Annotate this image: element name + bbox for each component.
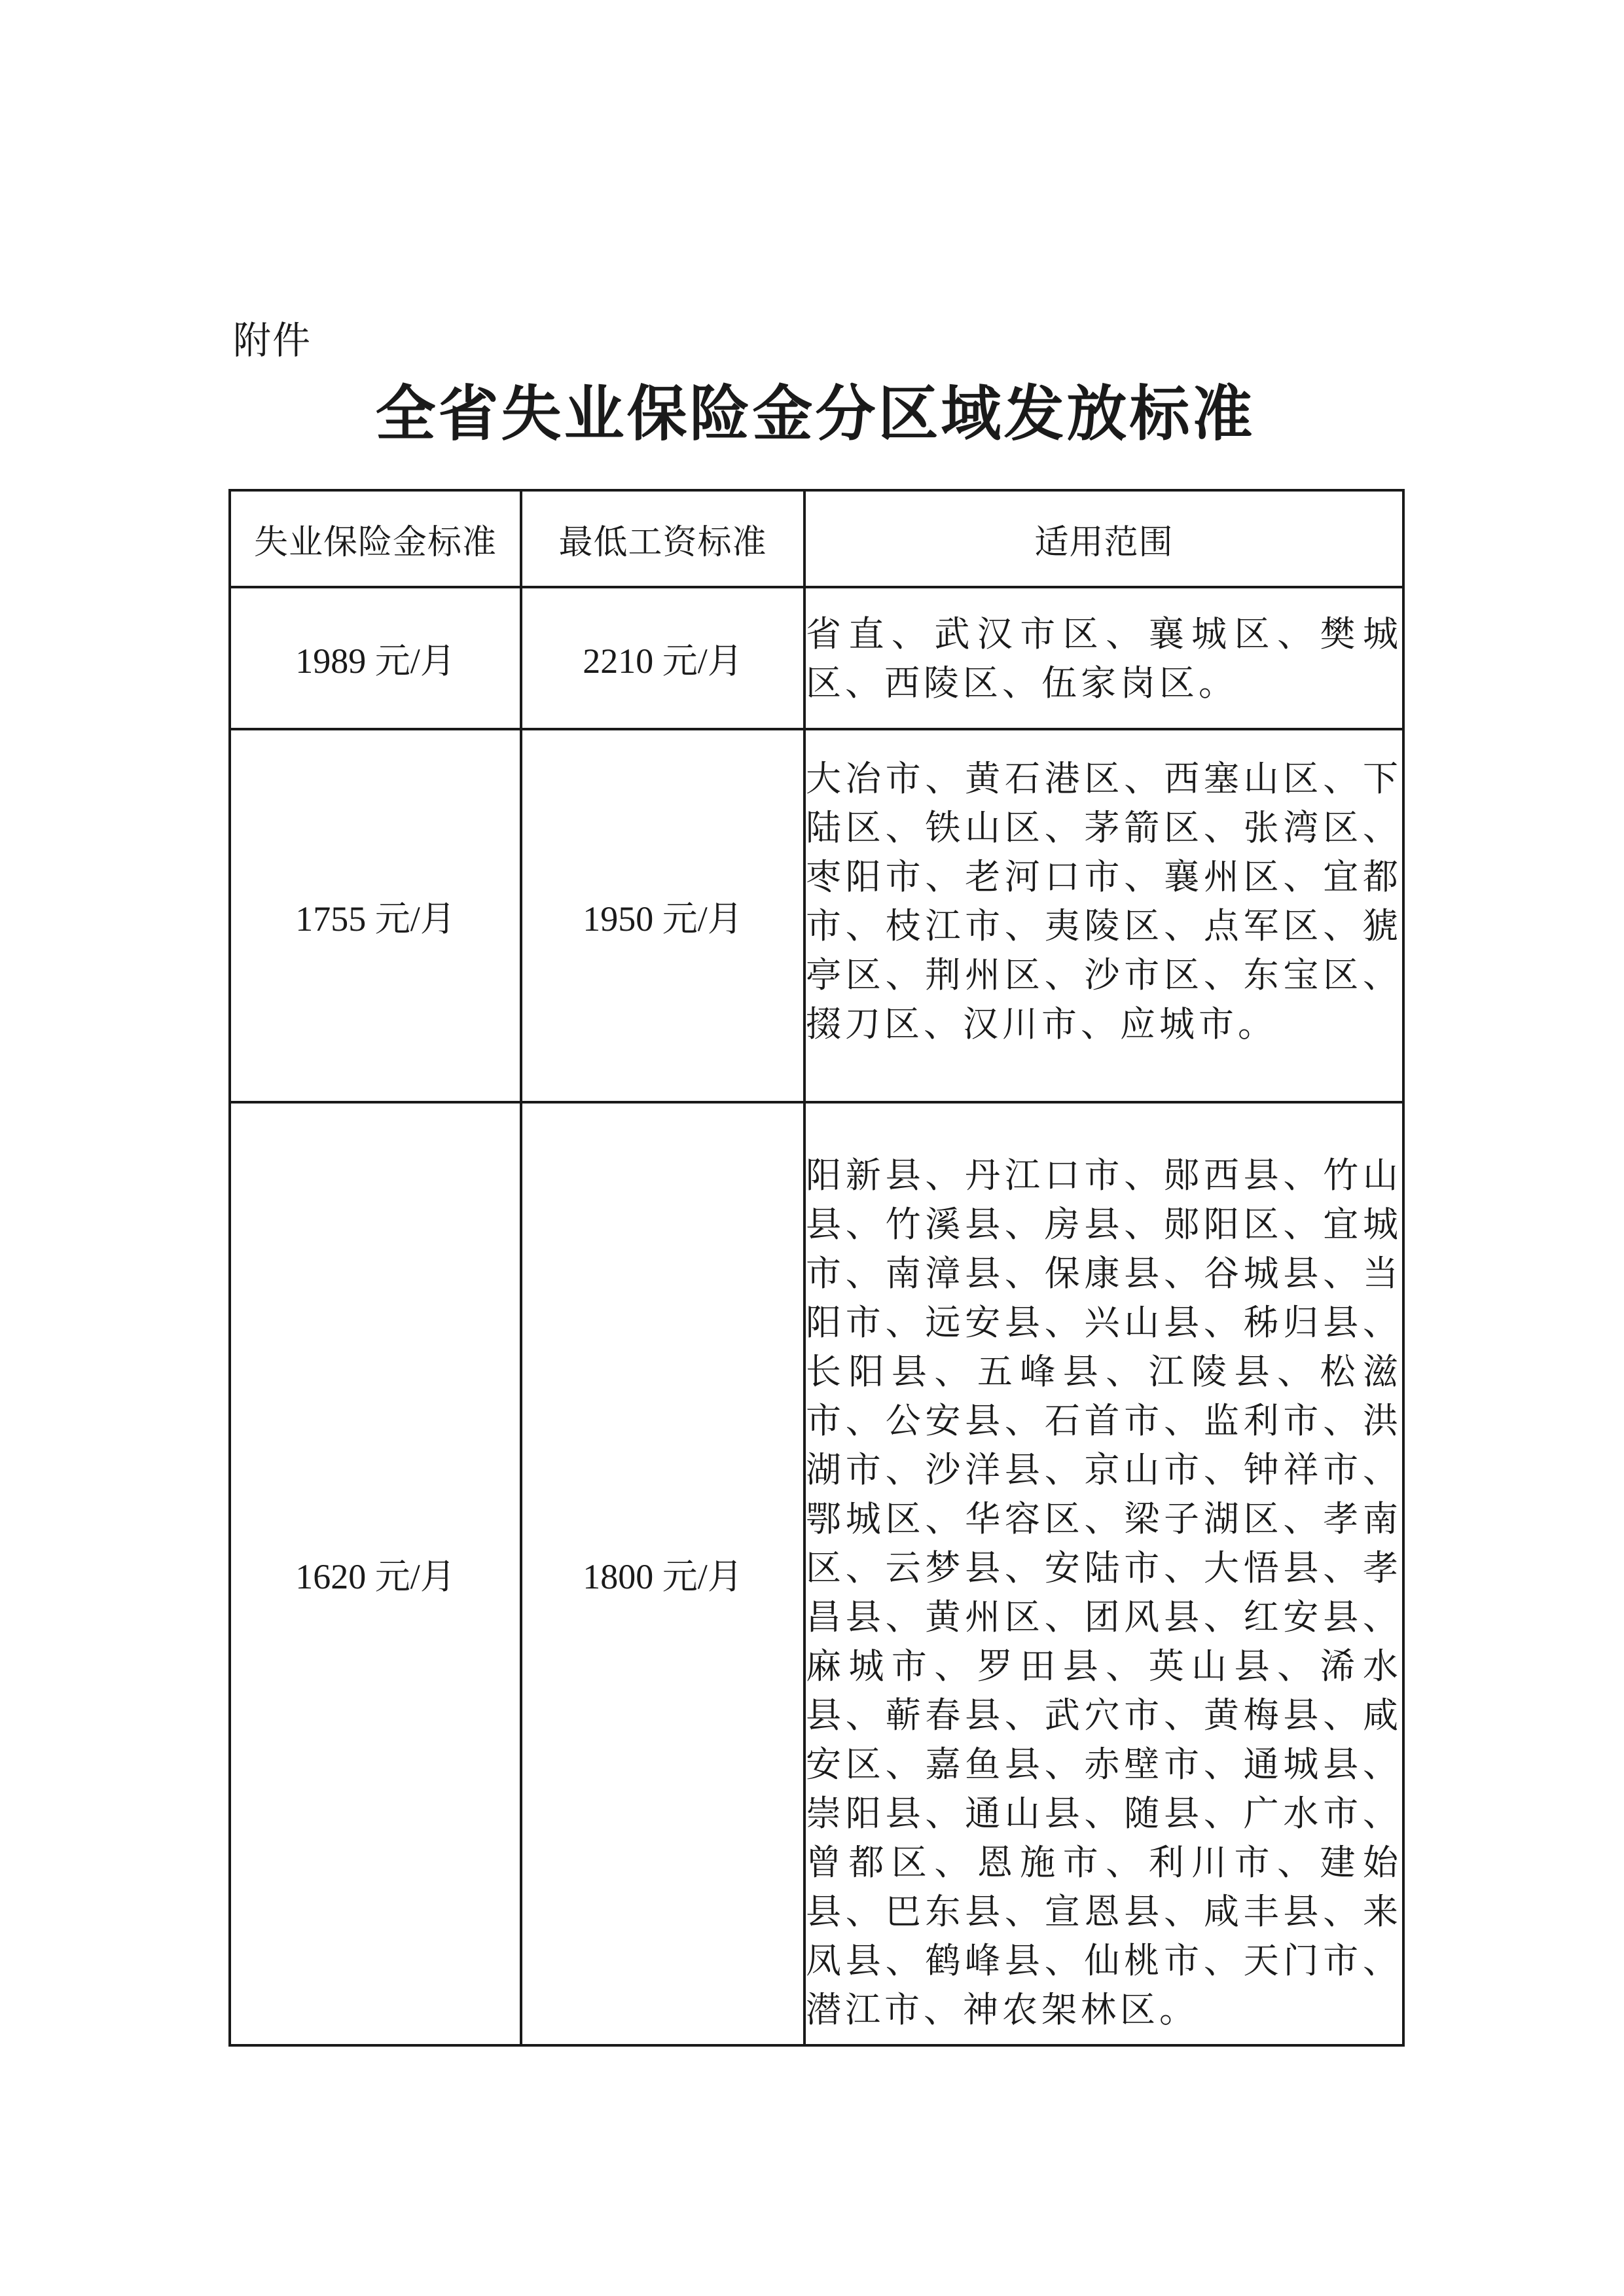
unemployment-benefit-cell: 1989 元/月 [230, 587, 521, 729]
table-row [230, 729, 1403, 1102]
scope-cell: 省直、武汉市区、襄城区、樊城区、西陵区、伍家岗区。 [804, 587, 1403, 729]
minimum-wage-cell: 1950 元/月 [521, 729, 804, 1102]
attachment-label: 附件 [233, 318, 312, 363]
unemployment-benefit-cell: 1755 元/月 [230, 729, 521, 1102]
table-row [230, 1102, 1403, 2045]
header-scope: 适用范围 [804, 490, 1403, 587]
unemployment-benefit-cell: 1620 元/月 [230, 1102, 521, 2045]
minimum-wage-cell: 1800 元/月 [521, 1102, 804, 2045]
header-unemployment-benefit: 失业保险金标准 [230, 490, 521, 587]
document-title: 全省失业保险金分区域发放标准 [375, 378, 1255, 449]
scope-cell: 大冶市、黄石港区、西塞山区、下陆区、铁山区、茅箭区、张湾区、枣阳市、老河口市、襄州区、宜都市、枝江市、夷陵区、点军区、猇亭区、荆州区、沙市区、东宝区、掇刀区、汉川市、应城市。 [804, 729, 1403, 1102]
table-header-row [230, 490, 1403, 587]
header-minimum-wage: 最低工资标准 [521, 490, 804, 587]
scope-cell: 阳新县、丹江口市、郧西县、竹山县、竹溪县、房县、郧阳区、宜城市、南漳县、保康县、谷城县、当阳市、远安县、兴山县、秭归县、长阳县、五峰县、江陵县、松滋市、公安县、石首市、监利市、洪湖市、沙洋县、京山市、钟祥市、鄂城区、华容区、梁子湖区、孝南区、云梦县、安陆市、大悟县、孝昌县、黄州区、团风县、红安县、麻城市、罗田县、英山县、浠水县、蕲春县、武穴市、黄梅县、咸安区、嘉鱼县、赤壁市、通城县、崇阳县、通山县、随县、广水市、曾都区、恩施市、利川市、建始县、巴东县、宣恩县、咸丰县、来凤县、鹤峰县、仙桃市、天门市、潜江市、神农架林区。 [804, 1102, 1403, 2045]
benefit-standards-table [228, 489, 1405, 2047]
minimum-wage-cell: 2210 元/月 [521, 587, 804, 729]
table-row [230, 587, 1403, 729]
